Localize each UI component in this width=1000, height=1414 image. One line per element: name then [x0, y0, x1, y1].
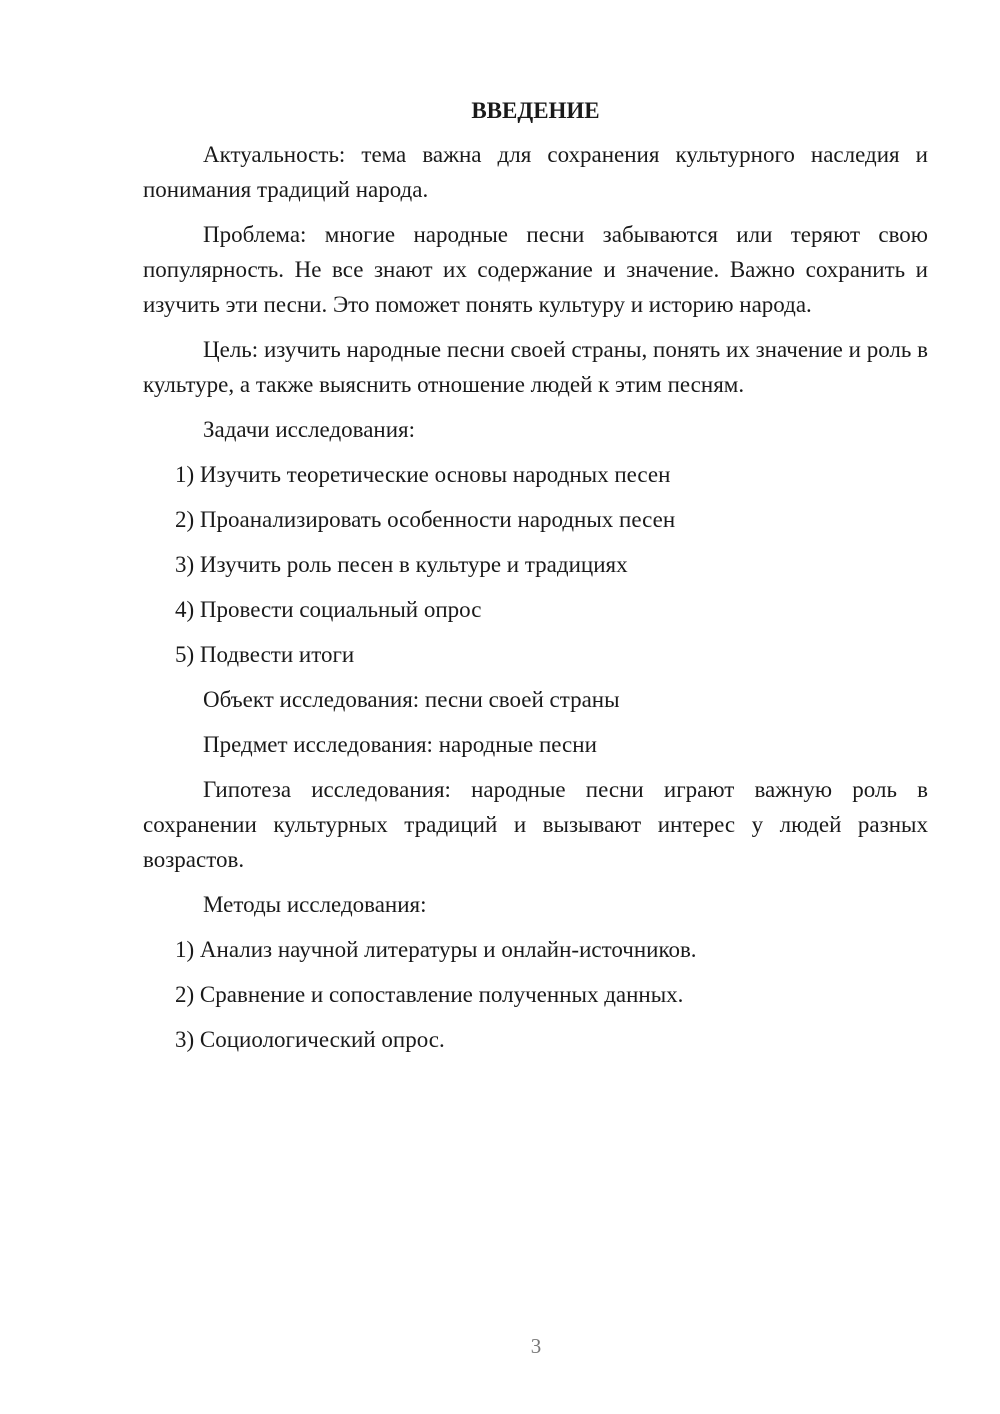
methods-title: Методы исследования:	[203, 892, 427, 917]
hypothesis-paragraph: Гипотеза исследования: народные песни играют важную роль в сохранении культурных традиций и вызывают интерес у людей разных возрастов.	[143, 777, 928, 872]
section-heading: ВВЕДЕНИЕ	[471, 98, 600, 123]
tasks-list	[143, 457, 928, 672]
research-subject: Предмет исследования: народные песни	[203, 732, 597, 757]
relevance-paragraph: Актуальность: тема важна для сохранения культурного наследия и понимания традиций народа.	[143, 142, 928, 202]
page-number: 3	[530, 1334, 542, 1358]
task-item-4: 4) Провести социальный опрос	[175, 597, 482, 622]
task-item-1: 1) Изучить теоретические основы народных песен	[175, 462, 671, 487]
page-content	[143, 95, 928, 1067]
problem-paragraph: Проблема: многие народные песни забываются или теряют свою популярность. Не все знают их содержание и значение. Важно сохранить и изучить эти песни. Это поможет понять культуру и историю народа.	[143, 222, 928, 317]
methods-list	[143, 932, 928, 1057]
task-item-5: 5) Подвести итоги	[175, 642, 355, 667]
tasks-title: Задачи исследования:	[203, 417, 416, 442]
method-item-3: 3) Социологический опрос.	[175, 1027, 445, 1052]
task-item-3: 3) Изучить роль песен в культуре и традициях	[175, 552, 628, 577]
goal-paragraph: Цель: изучить народные песни своей страны, понять их значение и роль в культуре, а также выяснить отношение людей к этим песням.	[143, 337, 928, 397]
method-item-1: 1) Анализ научной литературы и онлайн-источников.	[175, 937, 697, 962]
research-object: Объект исследования: песни своей страны	[203, 687, 620, 712]
task-item-2: 2) Проанализировать особенности народных песен	[175, 507, 676, 532]
method-item-2: 2) Сравнение и сопоставление полученных данных.	[175, 982, 684, 1007]
